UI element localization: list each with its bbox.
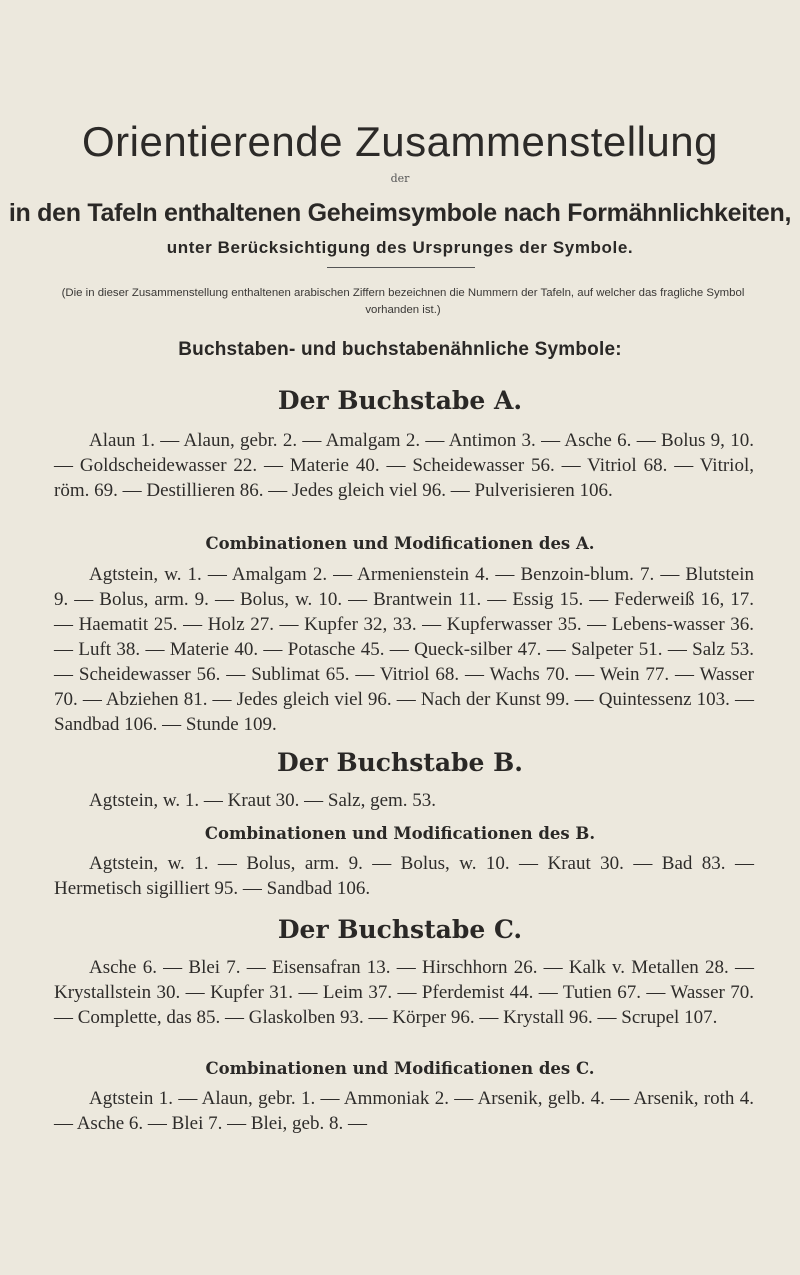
paragraph-c: Asche 6. — Blei 7. — Eisensafran 13. — Hirschhorn 26. — Kalk v. Metallen 28. — Krystallstein 30. — Kupfer 31. — Leim 37. — Pferdemist 44. — Tutien 67. — Wasser 70. — Complette, das 85. — Glaskolben 93. — Körper 96. — Krystall 96. — Scrupel 107. bbox=[54, 957, 754, 1028]
combo-paragraph-b: Agtstein, w. 1. — Bolus, arm. 9. — Bolus, w. 10. — Kraut 30. — Bad 83. — Hermetisch sigilliert 95. — Sandbad 106. bbox=[54, 853, 754, 899]
letter-heading-c: Der Buchstabe C. bbox=[277, 915, 523, 944]
combo-paragraph-a: Agtstein, w. 1. — Amalgam 2. — Armenienstein 4. — Benzoin-blum. 7. — Blutstein 9. — Bolus, arm. 9. — Bolus, w. 10. — Brantwein 11. — Essig 15. — Federweiß 16, 17. — Haematit 25. — Holz 27. — Kupfer 32, 33. — Kupferwasser 35. — Lebens-wasser 36. — Luft 38. — Materie 40. — Potasche 45. — Queck-silber 47. — Salpeter 51. — Salz 53. — Scheidewasser 56. — Sublimat 65. — Vitriol 68. — Wachs 70. — Wein 77. — Wasser 70. — Abziehen 81. — Jedes gleich viel 96. — Nach der Kunst 99. — Quintessenz 103. — Sandbad 106. — Stunde 109. bbox=[54, 564, 754, 735]
divider-rule bbox=[327, 267, 475, 268]
page-subtitle-secondary: unter Berücksichtigung des Ursprunges der Symbole. bbox=[166, 238, 634, 257]
combo-heading-b: Combinationen und Modificationen des B. bbox=[204, 824, 596, 843]
page-title: Orientierende Zusammenstellung bbox=[82, 118, 718, 165]
combo-paragraph-c: Agtstein 1. — Alaun, gebr. 1. — Ammoniak 2. — Arsenik, gelb. 4. — Arsenik, roth 4. — Asche 6. — Blei 7. — Blei, geb. 8. — bbox=[54, 1088, 754, 1134]
letter-heading-a: Der Buchstabe A. bbox=[277, 386, 523, 415]
page-subtitle: in den Tafeln enthaltenen Geheimsymbole nach Formähnlichkeiten, bbox=[8, 199, 792, 227]
combo-heading-c: Combinationen und Modificationen des C. bbox=[205, 1059, 595, 1078]
explanatory-note: (Die in dieser Zusammenstellung enthaltenen arabischen Ziffern bezeichnen die Nummern der Tafeln, auf welcher das fragliche Symbol vorhanden ist.) bbox=[61, 287, 745, 316]
combo-heading-a: Combinationen und Modificationen des A. bbox=[205, 534, 595, 553]
letter-heading-b: Der Buchstabe B. bbox=[277, 748, 523, 777]
paragraph-a: Alaun 1. — Alaun, gebr. 2. — Amalgam 2. — Antimon 3. — Asche 6. — Bolus 9, 10. — Goldscheidewasser 22. — Materie 40. — Scheidewasser 56. — Vitriol 68. — Vitriol, röm. 69. — Destillieren 86. — Jedes gleich viel 96. — Pulverisieren 106. bbox=[54, 430, 754, 501]
title-connector: der bbox=[390, 172, 410, 185]
section-heading: Buchstaben- und buchstabenähnliche Symbole: bbox=[178, 339, 622, 360]
paragraph-b: Agtstein, w. 1. — Kraut 30. — Salz, gem. 53. bbox=[89, 790, 437, 811]
